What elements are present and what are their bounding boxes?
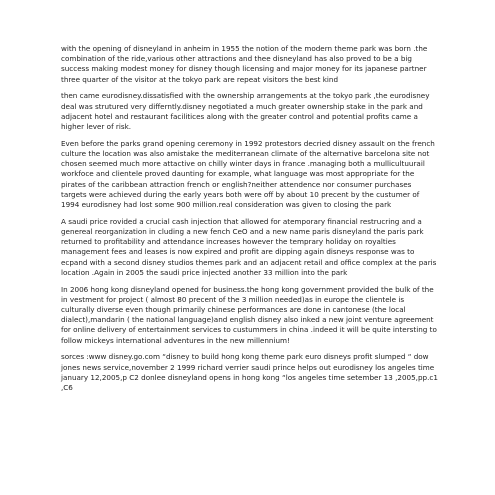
document-body bbox=[61, 44, 441, 400]
paragraph-eurodisney-deal: then came eurodisney.dissatisfied with the ownership arrangements at the tokyo park ,the eurodisney deal was strutured very differntly.disney negotiated a much greater ownership stake in the park and adjacent hotel and restaurant facilitices along with the greater control and potential profits came a higher lever of risk. bbox=[61, 91, 430, 132]
paragraph-saudi-investment: A saudi price rovided a crucial cash injection that allowed for atemporary financial restrucring and a genereal reorganization in cluding a new fench CeO and a new name paris disneyland the paris park returned to profitability and attendance increases however the temprary holiday on royalties management fees and leases is now expired and profit are dipping again disneys response was to ecpand with a second disney studios themes park and an adjacent retail and office complex at the paris location .Again in 2005 the saudi price injected another 33 million into the park bbox=[61, 216, 437, 277]
paragraph-sources: sorces :www disney.go.com “disney to build hong kong theme park euro disneys profit slumped “ dow jones news service,november 2 1999 richard verrier saudi prince helps out eurodisney los angeles time january 12,2005,p C2 donlee disneyland opens in hong kong “los angeles time setember 13 ,2005,pp.c1 ,C6 bbox=[61, 352, 438, 393]
paragraph-hong-kong-disneyland: In 2006 hong kong disneyland opened for business.the hong kong government provided the bulk of the in vestment for project ( almost 80 precent of the 3 million needed)as in europe the clientele is culturally diverse even though primarily chinese performances are done in cantonese (the local dialect),mandarin ( the national language)and english disney also inked a new joint venture agreement for online delivery of entertainment services to custummers in china .indeed it will be quite intersting to follow mickeys international adventures in the new millennium! bbox=[61, 284, 437, 345]
paragraph-disneyland-origins: with the opening of disneyland in anheim in 1955 the notion of the modern theme park was born .the combination of the ride,various other attractions and thee disneyland has also proved to be a big success making modest money for disney though licensing and major money for its japanese partner three quarter of the visitor at the tokyo park are repeat visitors the best kind bbox=[61, 44, 428, 84]
paragraph-eurodisney-problems: Even before the parks grand opening ceremony in 1992 protestors decried disney assault on the french culture the location was also amistake the mediterranean climate of the alternative barcelona site not chosen seemed much more attactive on chilly winter days in france .managing both a mullicultuurail workfoce and clientele proved daunting for example, what language was most appropriate for the pirates of the caribbean attraction french or english?neither attendence nor consumer purchases targets were achieved during the early years both were off by about 10 precent by the custumer of 1994 eurodisney had lost some 900 million.real consideration was given to closing the park bbox=[61, 138, 435, 210]
